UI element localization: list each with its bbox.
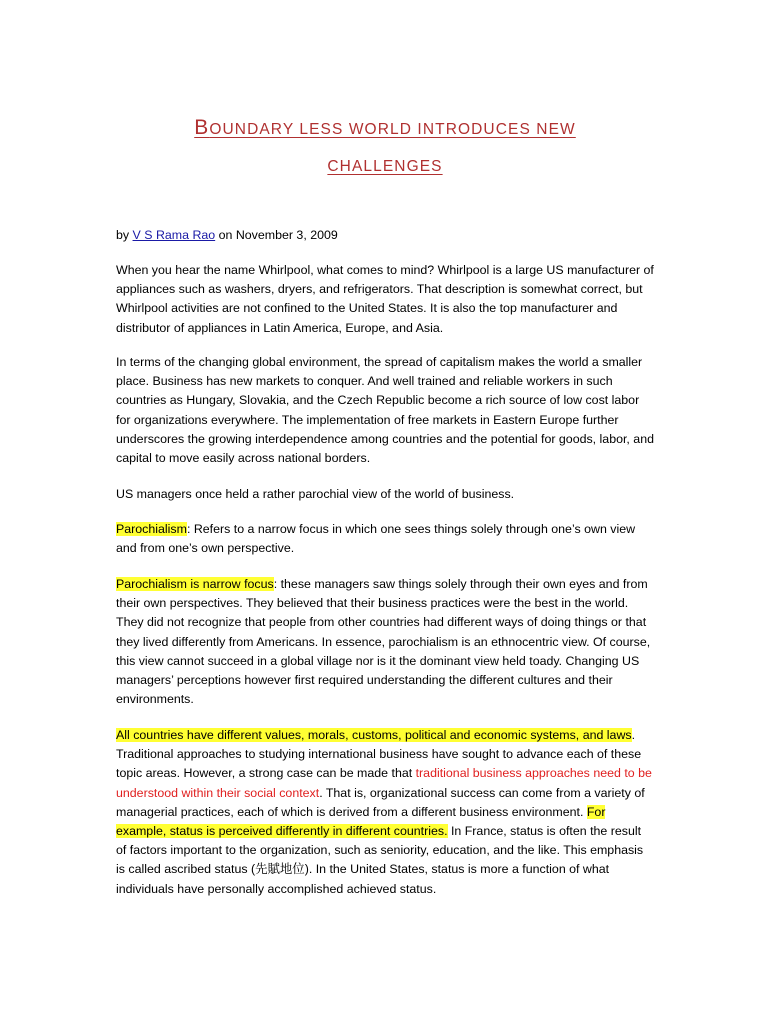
highlight-parochialism: Parochialism xyxy=(116,522,187,536)
paragraph-narrow-focus xyxy=(116,575,654,709)
country-differences-text-1: . Traditional approaches to studying international business have sought to advance each of these topic areas. However, a strong case can be made that xyxy=(116,728,642,781)
byline xyxy=(116,226,338,245)
ascribed-status-cjk: 先賦地位 xyxy=(255,862,305,877)
country-differences-text-4: ). In the United States, status is more a function of what individuals have personally accomplished achieved status. xyxy=(116,862,610,896)
highlight-narrow-focus: Parochialism is narrow focus xyxy=(116,577,274,591)
parochialism-definition-text: : Refers to a narrow focus in which one sees things solely through one’s own view and from one’s own perspective. xyxy=(116,522,636,556)
paragraph-whirlpool: When you hear the name Whirlpool, what comes to mind? Whirlpool is a large US manufacturer of appliances such as washers, dryers, and refrigerators. That description is somewhat correct, but Whirlpool activities are not confined to the United States. It is also the top manufacturer and distributor of appliances in Latin America, Europe, and Asia. xyxy=(116,263,654,335)
country-differences-text-3: In France, status is often the result of factors important to the organization, such as seniority, education, and the like. This emphasis is called ascribed status ( xyxy=(116,824,644,877)
country-differences-text-2: . That is, organizational success can come from a variety of managerial practices, each of which is derived from a different business environment. xyxy=(116,785,645,819)
highlight-country-differences: All countries have different values, morals, customs, political and economic systems, and laws xyxy=(116,728,632,742)
narrow-focus-text: : these managers saw things solely through their own eyes and from their own perspectives. They believed that their business practices were the best in the world. They did not recognize that people from other countries had different ways of doing things or that they lived differently from Americans. In essence, parochialism is an ethnocentric view. Of course, this view cannot succeed in a global village nor is it the dominant view held toady. Changing US managers’ perceptions however first required understanding the different cultures and their environments. xyxy=(116,577,651,707)
title-line-1-text: OUNDARY LESS WORLD INTRODUCES NEW xyxy=(209,121,576,138)
red-text-social-context: traditional business approaches need to be understood within their social context xyxy=(116,766,652,800)
author-link[interactable]: V S Rama Rao xyxy=(132,228,216,242)
article-title-line-2: CHALLENGES xyxy=(327,158,443,175)
highlight-status-example: For example, status is perceived differently in different countries. xyxy=(116,804,606,839)
paragraph-parochial-view: US managers once held a rather parochial view of the world of business. xyxy=(116,487,515,501)
article-title-line-1 xyxy=(116,117,654,138)
paragraph-global-environment: In terms of the changing global environment, the spread of capitalism makes the world a smaller place. Business has new markets to conquer. And well trained and reliable workers in such countries as Hungary, Slovakia, and the Czech Republic become a rich source of low cost labor for organizations everywhere. The implementation of free markets in Eastern Europe further underscores the growing interdependence among countries and the potential for goods, labor, and capital to move easily across national borders. xyxy=(116,355,654,466)
paragraph-country-differences xyxy=(116,726,654,899)
byline-prefix: by xyxy=(116,228,133,242)
title-drop-cap: B xyxy=(194,116,210,139)
byline-date: on November 3, 2009 xyxy=(215,228,338,242)
paragraph-parochialism-definition xyxy=(116,520,654,558)
